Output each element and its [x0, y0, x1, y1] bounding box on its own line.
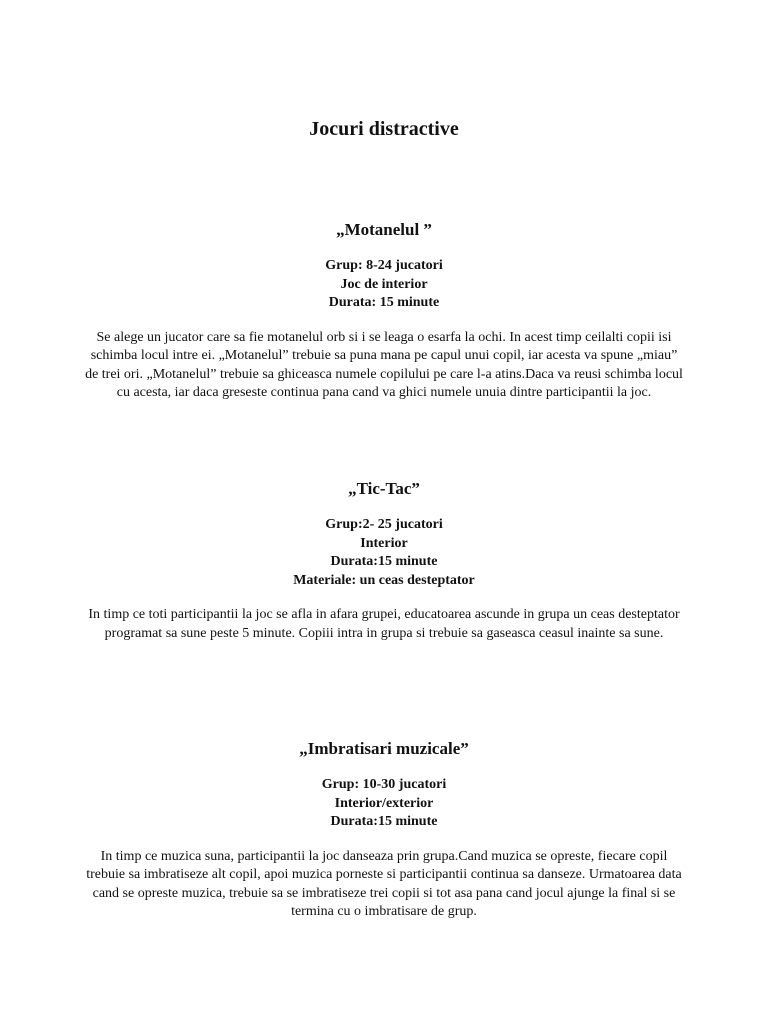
game-duration: Durata:15 minute — [330, 554, 438, 569]
game-details — [0, 516, 768, 590]
game-description: In timp ce muzica suna, participantii la joc danseaza prin grupa.Cand muzica se opreste, fiecare copil trebuie sa imbratiseze alt copil, apoi muzica porneste si participantii continua sa danseze. Urmatoarea data cand se opreste muzica, trebuie sa se imbratiseze trei copii si tot asa pana cand jocul ajunge la final si se termina cu o imbratisare de grup. — [86, 848, 682, 919]
game-details — [0, 257, 768, 313]
game-title: „Motanelul ” — [336, 220, 432, 239]
game-location: Joc de interior — [340, 276, 428, 292]
game-details — [0, 776, 768, 832]
game-duration: Durata:15 minute — [330, 814, 438, 829]
game-group-size: Grup:2- 25 jucatori — [325, 517, 443, 532]
game-location: Interior — [360, 535, 408, 551]
game-duration: Durata: 15 minute — [328, 295, 440, 310]
game-description: Se alege un jucator care sa fie motanelul orb si i se leaga o esarfa la ochi. In acest timp ceilalti copii isi schimba locul intre ei. „Motanelul” trebuie sa puna mana pe capul unui copil, iar acesta va spune „miau” de trei ori. „Motanelul” trebuie sa ghiceasca numele copilului pe care l-a atins.Daca va reusi schimba locul cu acesta, iar daca greseste continua pana cand va ghici numele unuia dintre participantii la joc. — [85, 329, 683, 400]
game-materials: Materiale: un ceas desteptator — [293, 572, 475, 588]
game-location: Interior/exterior — [334, 795, 434, 811]
page-title: Jocuri distractive — [309, 118, 459, 140]
game-section-motanelul — [0, 219, 768, 403]
game-description: In timp ce toti participantii la joc se afla in afara grupei, educatoarea ascunde in grupa un ceas desteptator programat sa sune peste 5 minute. Copiii intra in grupa si trebuie sa gaseasca ceasul inainte sa sune. — [88, 607, 680, 641]
game-group-size: Grup: 8-24 jucatori — [325, 258, 443, 273]
game-section-tic-tac — [0, 478, 768, 643]
game-section-imbratisari-muzicale — [0, 738, 768, 922]
game-title: „Tic-Tac” — [348, 479, 420, 498]
game-group-size: Grup: 10-30 jucatori — [321, 777, 447, 792]
game-title: „Imbratisari muzicale” — [299, 739, 469, 758]
